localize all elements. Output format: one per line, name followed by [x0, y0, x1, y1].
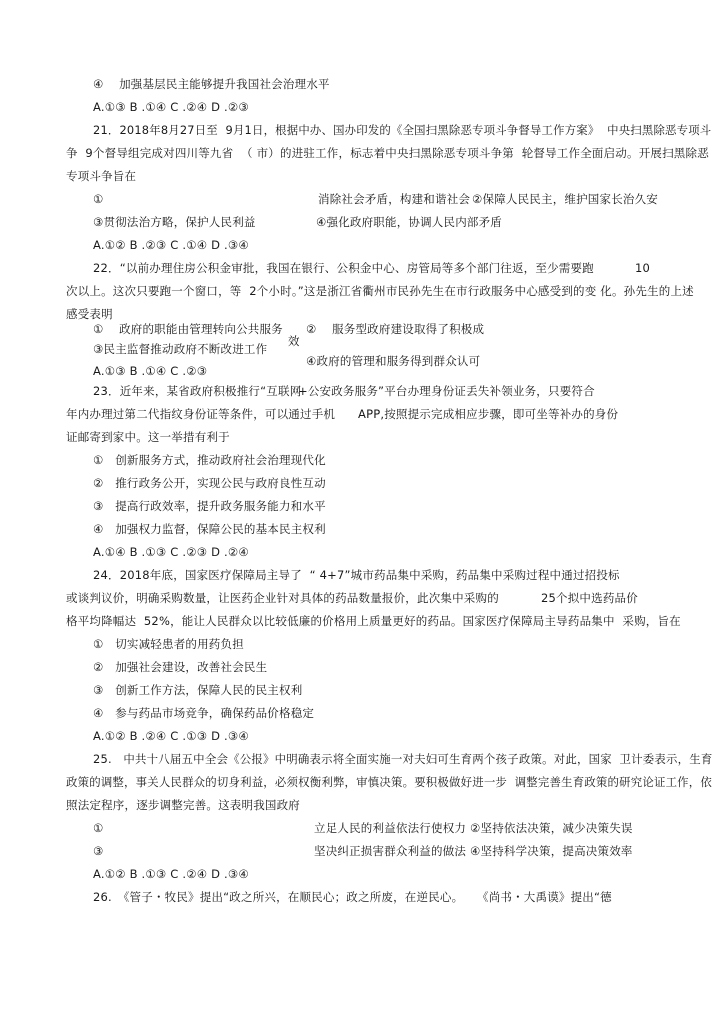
q21-option-1-number: ① — [93, 192, 104, 206]
q24-stem-line-1: 24．2018年底，国家医疗保障局主导了 “ 4+7”城市药品集中采购，药品集中采购过程中通过招投标 — [93, 568, 620, 582]
q23-stem-line-3: 证邮寄到家中。这一举措有利于 — [66, 430, 230, 444]
q23-stem-line-1: 23．近年来，某省政府积极推行“互联网 — [93, 384, 302, 398]
q24-stem-line-2-end: 25个拟中选药品价 — [541, 591, 638, 605]
q23-option-4: ④ 加强权力监督，保障公民的基本民主权利 — [93, 522, 326, 536]
q23-option-3: ③ 提高行政效率，提升政务服务能力和水平 — [93, 499, 326, 513]
q25-option-3-text: 坚决纠正损害群众利益的做法 — [314, 844, 467, 858]
q24-option-2: ② 加强社会建设，改善社会民生 — [93, 660, 268, 674]
q25-stem-line-2: 政策的调整，事关人民群众的切身利益，必须权衡利弊，审慎决策。要积极做好进一步 调整完善生育政策的研究论证工作，依 — [66, 775, 713, 789]
q25-option-2: ②坚持依法决策，减少决策失误 — [470, 821, 633, 835]
q24-option-1: ① 切实减轻患者的用药负担 — [93, 637, 244, 651]
q22-stem-line-1: 22．“以前办理住房公积金审批，我国在银行、公积金中心、房管局等多个部门往返，至少需要跑 — [93, 261, 594, 275]
q21-stem-line-2: 争 9个督导组完成对四川等九省 （ 市）的进驻工作，标志着中央扫黑除恶专项斗争第 轮督导工作全面启动。开展扫黑除恶 — [66, 146, 709, 160]
q23-answer-choices: A.①④ B .①③ C .②③ D .②④ — [93, 545, 249, 559]
q21-option-3: ③贯彻法治方略，保护人民利益 — [93, 215, 256, 229]
q24-stem-line-3: 格平均降幅达 52%，能让人民群众以比较低廉的价格用上质量更好的药品。国家医疗保障局主导药品集中 采购，旨在 — [66, 614, 681, 628]
q22-option-2-continued: 效 — [288, 334, 300, 348]
q22-option-2: ② 服务型政府建设取得了积极成 — [306, 322, 485, 336]
q26-stem-line-1-end: 《尚书・大禹谟》提出“德 — [477, 890, 612, 904]
q24-option-4: ④ 参与药品市场竞争，确保药品价格稳定 — [93, 706, 315, 720]
q21-stem-line-3: 专项斗争旨在 — [66, 169, 137, 183]
q25-option-1-text: 立足人民的利益依法行使权力 — [314, 821, 467, 835]
q22-option-1: ① 政府的职能由管理转向公共服务 — [93, 322, 283, 336]
q22-answer-choices: A.①③ B .①④ C .②③ — [93, 364, 208, 378]
q22-option-4: ④政府的管理和服务得到群众认可 — [306, 354, 481, 368]
q25-option-4: ④坚持科学决策，提高决策效率 — [470, 844, 633, 858]
q23-stem-line-2: 年内办理过第二代指纹身份证等条件，可以通过手机 — [66, 407, 336, 421]
q25-stem-line-1: 25. 中共十八届五中全会《公报》中明确表示将全面实施一对夫妇可生育两个孩子政策。对此，国家 卫计委表示，生育 — [93, 752, 713, 766]
q20-option-4: ④ 加强基层民主能够提升我国社会治理水平 — [93, 77, 330, 91]
q23-stem-line-1-end: +公安政务服务”平台办理身份证丢失补领业务，只要符合 — [298, 384, 595, 398]
q23-option-1: ① 创新服务方式，推动政府社会治理现代化 — [93, 453, 326, 467]
q25-option-1-number: ① — [93, 821, 104, 835]
q24-option-3: ③ 创新工作方法，保障人民的民主权利 — [93, 683, 303, 697]
q21-stem-line-1: 21．2018年8月27日至 9月1日，根据中办、国办印发的《全国扫黑除恶专项斗争督导工作方案》 中央扫黑除恶专项斗 — [93, 123, 712, 137]
q26-stem-line-1: 26. 《管子・牧民》提出“政之所兴，在顺民心；政之所废，在逆民心。 — [93, 890, 464, 904]
q22-stem-line-3: 感受表明 — [66, 307, 113, 321]
q23-option-2: ② 推行政务公开，实现公民与政府良性互动 — [93, 476, 326, 490]
q22-option-3: ③民主监督推动政府不断改进工作 — [93, 342, 268, 356]
q24-stem-line-2: 或谈判议价，明确采购数量，让医药企业针对具体的药品数量报价，此次集中采购的 — [66, 591, 499, 605]
q23-stem-line-2-end: APP,按照提示完成相应步骤，即可坐等补办的身份 — [358, 407, 619, 421]
q21-answer-choices: A.①② B .②③ C .①④ D .③④ — [93, 238, 249, 252]
q21-option-4: ④强化政府职能，协调人民内部矛盾 — [316, 215, 503, 229]
q25-answer-choices: A.①② B .①③ C .②④ D .③④ — [93, 867, 249, 881]
q25-stem-line-3: 照法定程序，逐步调整完善。这表明我国政府 — [66, 798, 300, 812]
q20-answer-choices: A.①③ B .①④ C .②④ D .②③ — [93, 100, 249, 114]
q21-option-2: ②保障人民民主，维护国家长治久安 — [472, 192, 659, 206]
q22-stem-line-1-end: 10 — [635, 261, 651, 275]
q25-option-3-number: ③ — [93, 844, 104, 858]
q24-answer-choices: A.①② B .②④ C .①③ D .③④ — [93, 729, 249, 743]
q22-stem-line-2: 次以上。这次只要跑一个窗口，等 2个小时。”这是浙江省衢州市民孙先生在市行政服务中心感受到的变 化。孙先生的上述 — [66, 284, 694, 298]
q21-option-1-text: 消除社会矛盾，构建和谐社会 — [318, 192, 471, 206]
